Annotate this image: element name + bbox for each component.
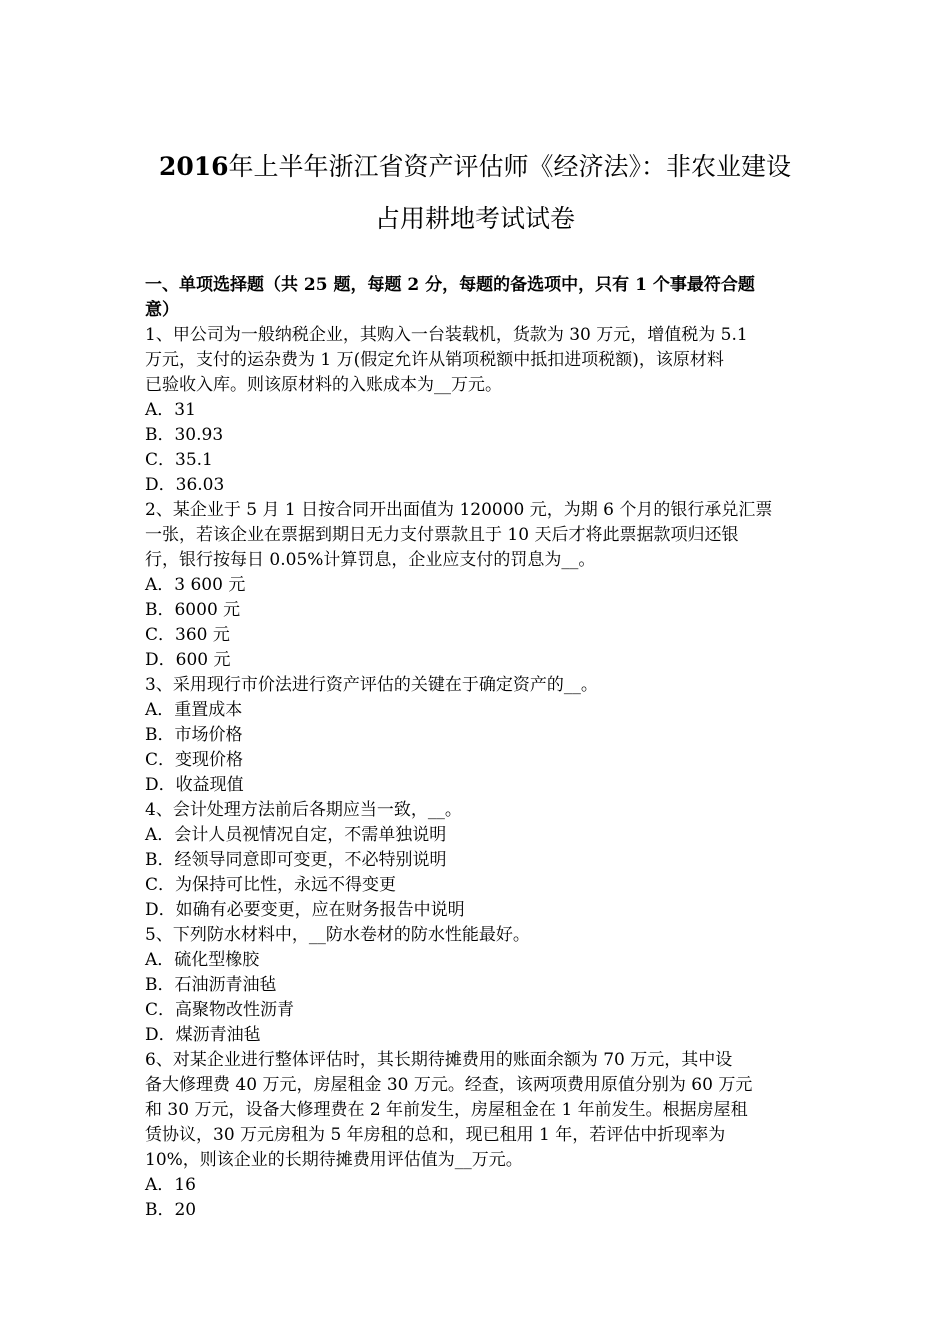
question-text-line: 10%，则该企业的长期待摊费用评估值为__万元。	[145, 1150, 523, 1170]
option-c: C．高聚物改性沥青	[145, 1000, 295, 1020]
option-a: A．重置成本	[145, 700, 243, 720]
question-4	[145, 798, 809, 923]
document-title-line-1	[120, 150, 830, 184]
option-a: A．31	[145, 400, 196, 420]
question-text-line: 万元，支付的运杂费为 1 万(假定允许从销项税额中抵扣进项税额)，该原材料	[145, 350, 724, 370]
question-text-line: 3、采用现行市价法进行资产评估的关键在于确定资产的__。	[145, 675, 598, 695]
question-text-line: 5、下列防水材料中，__防水卷材的防水性能最好。	[145, 925, 530, 945]
question-text-line: 6、对某企业进行整体评估时，其长期待摊费用的账面余额为 70 万元，其中设	[145, 1050, 733, 1070]
option-d: D．如确有必要变更，应在财务报告中说明	[145, 900, 465, 920]
option-a: A．3 600 元	[145, 575, 246, 595]
option-b: B．石油沥青油毡	[145, 975, 277, 995]
title-text: 年上半年浙江省资产评估师《经济法》：非农业建设	[228, 152, 792, 181]
option-a: A．硫化型橡胶	[145, 950, 260, 970]
document-body	[145, 273, 809, 1223]
option-a: A．会计人员视情况自定，不需单独说明	[145, 825, 447, 845]
option-c: C．变现价格	[145, 750, 244, 770]
question-3	[145, 673, 809, 798]
document-title-line-2: 占用耕地考试试卷	[374, 204, 575, 233]
option-d: D．36.03	[145, 475, 225, 495]
question-5	[145, 923, 809, 1048]
title-year: 2016	[158, 152, 229, 181]
option-b: B．30.93	[145, 425, 224, 445]
question-text-line: 已验收入库。则该原材料的入账成本为__万元。	[145, 375, 502, 395]
question-text-line: 赁协议，30 万元房租为 5 年房租的总和，现已租用 1 年，若评估中折现率为	[145, 1125, 726, 1145]
question-text-line: 和 30 万元，设备大修理费在 2 年前发生，房屋租金在 1 年前发生。根据房屋租	[145, 1100, 748, 1120]
section-heading-line-1: 一、单项选择题（共 25 题，每题 2 分，每题的备选项中，只有 1 个事最符合题	[145, 275, 755, 295]
question-text-line: 1、甲公司为一般纳税企业，其购入一台装载机，货款为 30 万元，增值税为 5.1	[145, 325, 748, 345]
section-heading-line-2: 意）	[145, 300, 179, 320]
option-d: D．收益现值	[145, 775, 244, 795]
question-1	[145, 323, 809, 498]
option-c: C．35.1	[145, 450, 213, 470]
question-6	[145, 1048, 809, 1223]
option-b: B．20	[145, 1200, 197, 1220]
question-text-line: 行，银行按每日 0.05%计算罚息，企业应支付的罚息为__。	[145, 550, 596, 570]
option-b: B．经领导同意即可变更，不必特别说明	[145, 850, 447, 870]
option-c: C．为保持可比性，永远不得变更	[145, 875, 397, 895]
option-b: B．6000 元	[145, 600, 241, 620]
option-d: D．煤沥青油毡	[145, 1025, 261, 1045]
question-2	[145, 498, 809, 673]
option-a: A．16	[145, 1175, 196, 1195]
question-text-line: 一张，若该企业在票据到期日无力支付票款且于 10 天后才将此票据款项归还银	[145, 525, 739, 545]
question-text-line: 4、会计处理方法前后各期应当一致，__。	[145, 800, 462, 820]
option-d: D．600 元	[145, 650, 231, 670]
question-text-line: 2、某企业于 5 月 1 日按合同开出面值为 120000 元，为期 6 个月的银行承兑汇票	[145, 500, 773, 520]
option-b: B．市场价格	[145, 725, 243, 745]
option-c: C．360 元	[145, 625, 230, 645]
question-text-line: 备大修理费 40 万元，房屋租金 30 万元。经查，该两项费用原值分别为 60 万元	[145, 1075, 753, 1095]
